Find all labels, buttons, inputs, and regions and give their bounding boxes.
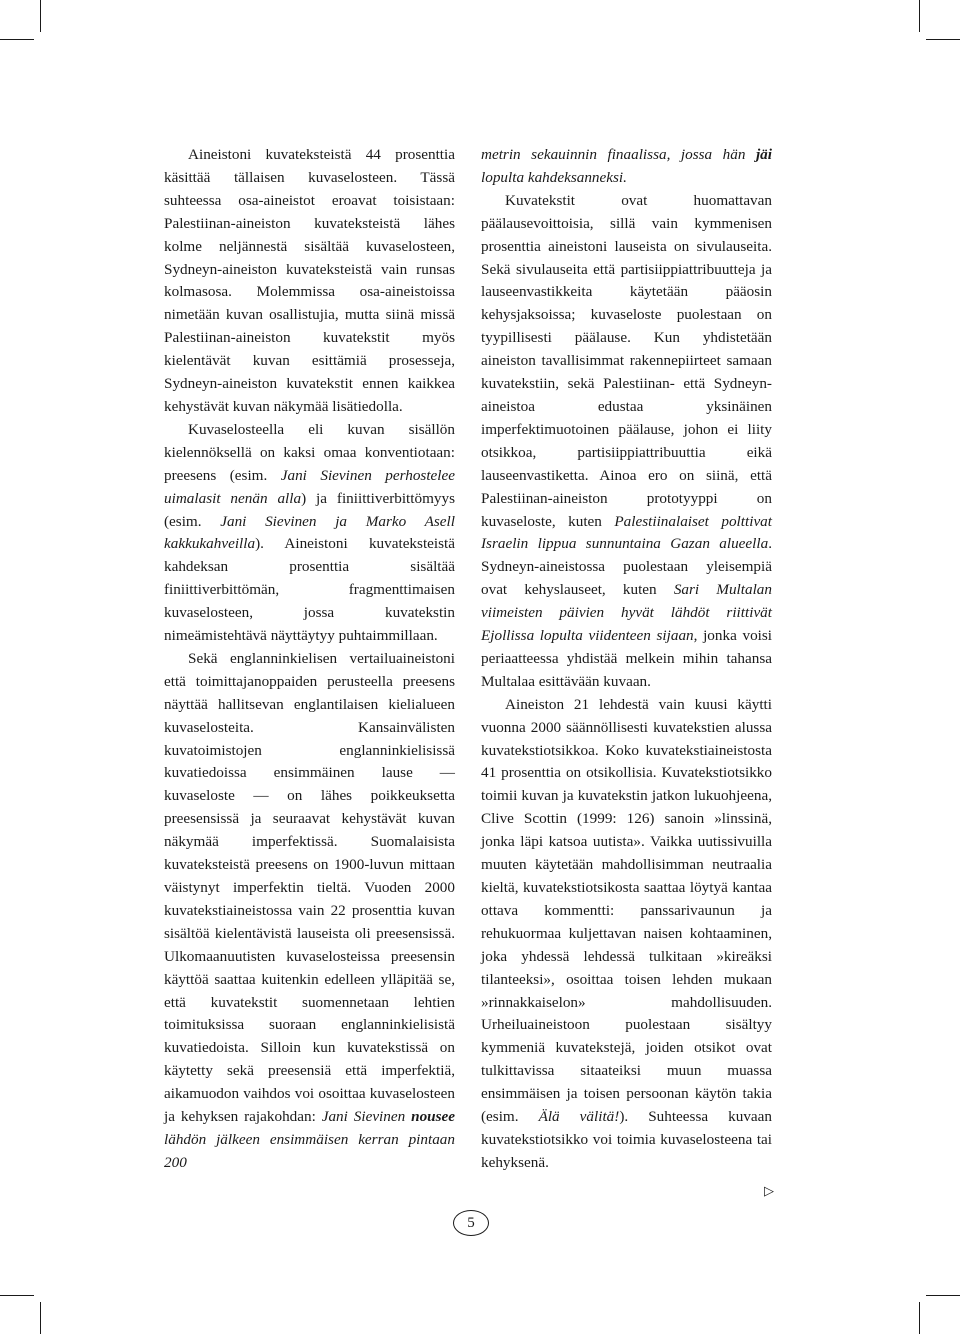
- text-run: Jani Sievinen perhostelee uimalasit nenän alla: [164, 466, 455, 507]
- text-run: ). Suhteessa kuvaan kuvatekstiotsikko voi toimia kuvaselosteena tai kehyksenä.: [481, 1108, 772, 1171]
- text-run: Sekä englanninkielisen vertailuaineistoni että toimittajanoppaiden perusteella preesens näyttää hallitsevan englantilaisen kielialueen kuvaselosteita. Kansainvälisten kuvatoimistojen englanninkielisissä kuvatiedoissa ensimmäinen lause — kuvaseloste — on lähes poikkeuksetta preesensissä ja seuraavat kehystävät kuvan näkymää imperfektissä. Suomalaisista kuvateksteistä preesens on 1900-luvun mittaan väistynyt imperfektin tieltä. Vuoden 2000 kuvatekstiaineistossa vain 22 prosenttia kuvan sisältöä kielentävistä lauseista oli preesensissä. Ulkomaanuutisten kuvaselosteissa preesensin käyttöä saattaa kuitenkin edelleen ylläpitää se, että kuvatekstit suomennetaan lehtien toimituksissa suoraan englanninkielisistä kuvatiedoista. Silloin kun kuvatekstissä on käytetty sekä preesensiä että imperfektiä, aikamuodon vaihdos voi osoittaa kuvaselosteen ja kehyksen rajakohdan:: [164, 649, 455, 1126]
- text-run: . Sydneyn-aineistossa puolestaan yleisempiä ovat kehyslauseet, kuten: [481, 535, 772, 599]
- text-run: lähdön jälkeen ensimmäisen kerran pintaan 200: [164, 1130, 455, 1171]
- crop-mark: [40, 1302, 41, 1334]
- text-run: ) ja finiittiverbittömyys (esim.: [164, 489, 456, 530]
- left-text-column: [164, 144, 455, 1175]
- crop-mark: [926, 1295, 960, 1296]
- paragraph: [481, 190, 772, 694]
- text-run: Älä välitä!: [538, 1108, 620, 1126]
- continue-arrow-icon: ▷: [764, 1183, 774, 1198]
- paragraph: [164, 144, 455, 419]
- crop-mark: [919, 0, 920, 32]
- page-number: 5: [453, 1210, 489, 1236]
- text-run: ). Aineistoni kuvateksteistä kahdeksan prosenttia sisältää finiittiverbittömän, fragmenttimaisen kuvaselosteen, jossa kuvatekstin nimeämistehtävä näyttäytyy puhtaimmillaan.: [164, 535, 455, 645]
- text-run: metrin sekauinnin finaalissa, jossa hän: [481, 146, 756, 163]
- text-run: jäi: [755, 146, 772, 163]
- text-run: Kuvaselosteella eli kuvan sisällön kielennöksellä on kaksi omaa konventiotaan: preesens (esim.: [164, 420, 455, 484]
- crop-mark: [0, 1295, 34, 1296]
- text-run: Jani Sievinen: [321, 1108, 412, 1126]
- paragraph: [164, 419, 455, 648]
- right-text-column: [481, 144, 772, 1175]
- text-run: Aineiston 21 lehdestä vain kuusi käytti vuonna 2000 säännöllisesti kuvatekstien alussa kuvatekstiotsikkoa. Koko kuvatekstiaineistosta 41 prosenttia on otsikollisia. Kuvatekstiotsikko toimii kuvan ja kuvatekstin jatkon lukuohjeena, Clive Scottin (1999: 126) sanoin »linssinä, jonka läpi katsoa uutista». Vaikka uutissivuilla muuten käytetään mahdollisimman neutraalia kieltä, kuvatekstiotsikosta saattaa löytyä kantaa ottava kommentti: panssarivaunun ja rehukuormaa kuljettavan naisen kohtaaminen, joka yhdessä lehdessä tulkitaan »kireäksi tilanteeksi», osoittaa toisen lehden mukaan »rinnakkaiselon» mahdollisuuden. Urheiluaineistoon puolestaan sisältyy kymmeniä kuvatekstejä, joiden otsikot ovat tulkittavissa sitaateiksi muun muassa ensimmäisen ja toisen persoonan käytön takia (esim.: [481, 695, 772, 1126]
- text-run: Aineistoni kuvateksteistä 44 prosenttia käsittää tällaisen kuvaselosteen. Tässä suhteessa osa-aineistot eroavat toisistaan: Palestiinan-aineiston kuvateksteistä lähes kolme neljännestä sisältää kuvaselosteen, Sydneyn-aineiston kuvateksteistä vain runsas kolmasosa. Molemmissa osa-aineistoissa nimetään kuvan osallistujia, mutta siinä missä Palestiinan-aineiston kuvatekstit myös kielentävät kuvan esittämiä prosesseja, Sydneyn-aineiston kuvatekstit ennen kaikkea kehystävät kuvan näkymää lisätiedolla.: [164, 146, 455, 415]
- crop-mark: [40, 0, 41, 32]
- text-run: Sari Multalan viimeisten päivien hyvät lähdöt riittivät Ejollissa lopulta viidenteen sijaan: [481, 581, 772, 645]
- crop-mark: [919, 1302, 920, 1334]
- paragraph: [481, 144, 772, 190]
- paragraph: [481, 694, 772, 1175]
- text-run: Kuvatekstit ovat huomattavan päälausevoittoisia, sillä vain kymmenisen prosenttia aineistoni lauseista on sivulauseita. Sekä sivulauseita että partisiippiattribuutteja ja lauseenvastikkeita käytetään pääosin kehysjaksoissa; kuvaseloste puolestaan on tyypillisesti päälause. Kun yhdistetään aineiston tavallisimmat rakennepiirteet samaan kuvatekstiin, sekä Palestiinan- että Sydneyn-aineistoa edustaa yksinäinen imperfektimuotoinen päälause, johon ei liity otsikkoa, partisiippiattribuuttia eikä lauseenvastiketta. Ainoa ero on siinä, että Palestiinan-aineiston prototyyppi on kuvaseloste, kuten: [481, 191, 772, 530]
- text-run: , jonka voisi periaatteessa yhdistää melkein mihin tahansa Multalaa esittävään kuvaan.: [481, 627, 773, 690]
- text-run: Jani Sievinen ja Marko Asell kakkukahveilla: [164, 512, 455, 553]
- text-run: lopulta kahdeksanneksi.: [481, 168, 627, 186]
- paragraph: [164, 648, 455, 1175]
- crop-mark: [926, 39, 960, 40]
- text-run: Palestiinalaiset polttivat Israelin lippua sunnuntaina Gazan alueella: [481, 512, 772, 553]
- text-run: nousee: [411, 1108, 456, 1126]
- crop-mark: [0, 39, 34, 40]
